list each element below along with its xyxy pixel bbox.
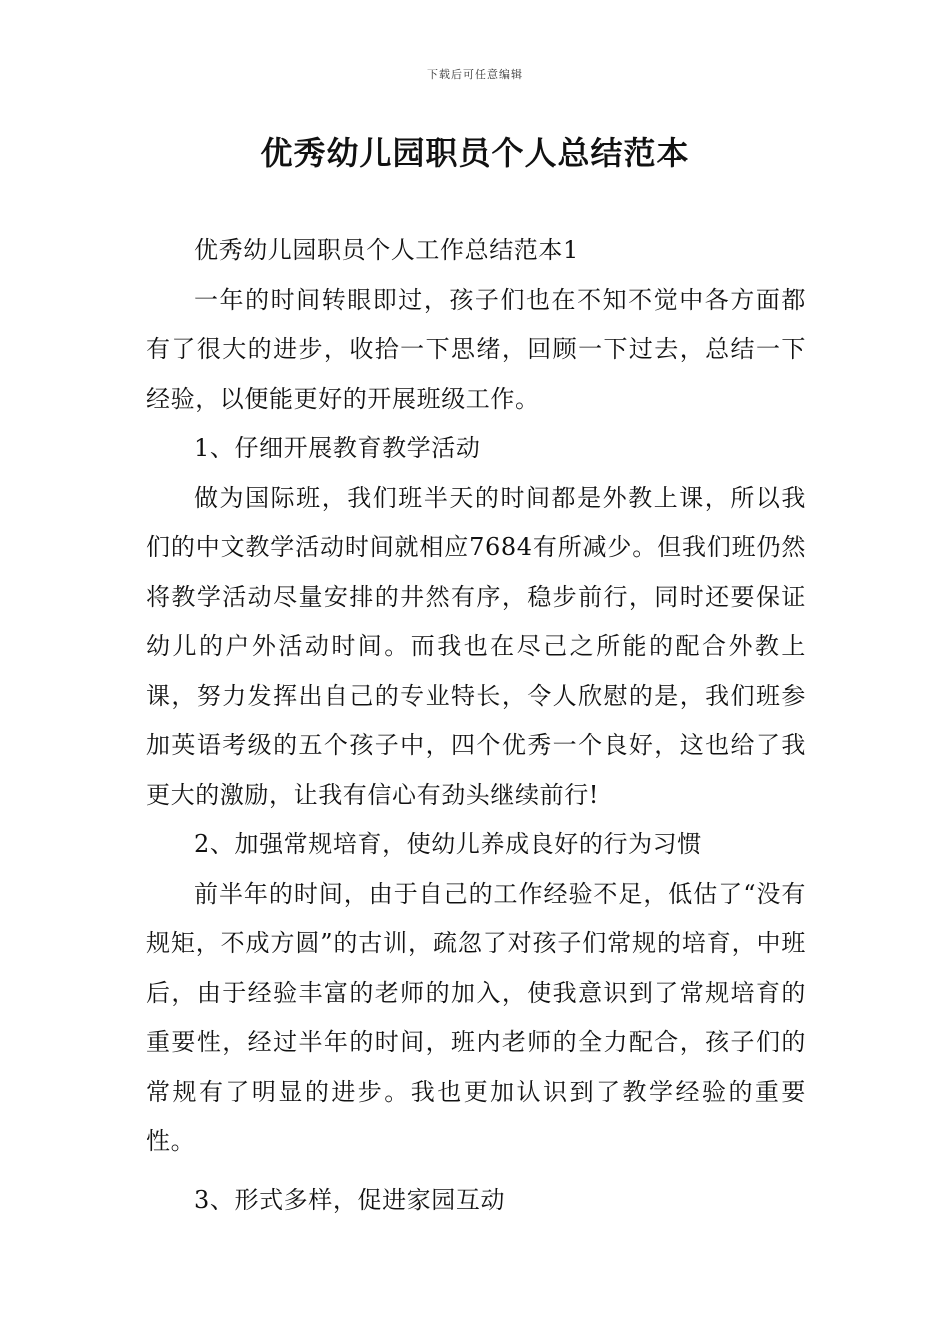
paragraph: 一年的时间转眼即过，孩子们也在不知不觉中各方面都有了很大的进步，收拾一下思绪，回顾一下过去，总结一下经验，以便能更好的开展班级工作。 bbox=[146, 285, 806, 413]
header-note: 下载后可任意编辑 bbox=[427, 68, 523, 81]
document-title: 优秀幼儿园职员个人总结范本 bbox=[260, 134, 690, 172]
paragraph: 前半年的时间，由于自己的工作经验不足，低估了“没有规矩，不成方圆”的古训，疏忽了对孩子们常规的培育，中班后，由于经验丰富的老师的加入，使我意识到了常规培育的重要性，经过半年的时间，班内老师的全力配合，孩子们的常规有了明显的进步。我也更加认识到了教学经验的重要性。 bbox=[146, 879, 806, 1155]
document-body bbox=[146, 226, 806, 1225]
section-heading: 2、加强常规培育，使幼儿养成良好的行为习惯 bbox=[194, 830, 702, 858]
section-heading: 3、形式多样，促进家园互动 bbox=[194, 1185, 506, 1214]
paragraph: 做为国际班，我们班半天的时间都是外教上课，所以我们的中文教学活动时间就相应7684有所减少。但我们班仍然将教学活动尽量安排的井然有序，稳步前行，同时还要保证幼儿的户外活动时间。而我也在尽己之所能的配合外教上课，努力发挥出自己的专业特长，令人欣慰的是，我们班参加英语考级的五个孩子中，四个优秀一个良好，这也给了我更大的激励，让我有信心有劲头继续前行! bbox=[146, 483, 806, 809]
section-heading: 1、仔细开展教育教学活动 bbox=[194, 434, 481, 462]
section-heading: 优秀幼儿园职员个人工作总结范本1 bbox=[194, 236, 579, 264]
